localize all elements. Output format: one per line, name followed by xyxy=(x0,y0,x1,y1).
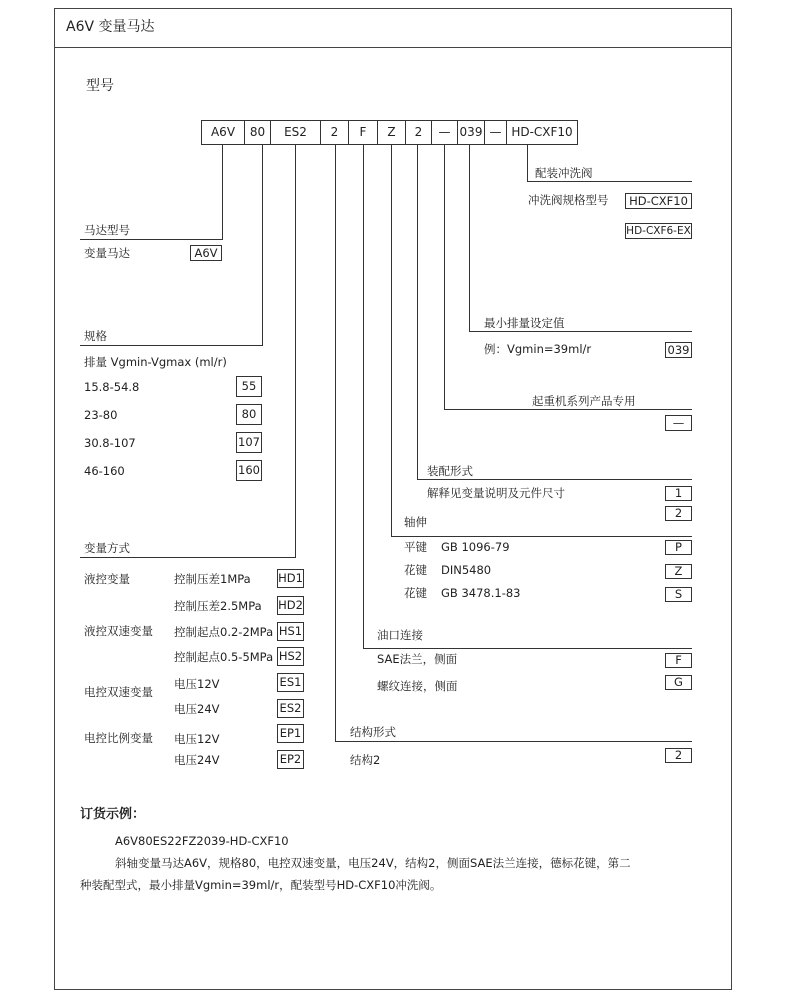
control-group-4: 电控比例变量 xyxy=(84,731,153,745)
control-code-2: HD2 xyxy=(277,596,304,615)
order-line-1: 斜轴变量马达A6V，规格80，电控双速变量，电压24V，结构2，侧面SAE法兰连接，德标花键，第二 xyxy=(115,856,631,870)
size-title: 规格 xyxy=(84,329,107,343)
leader-structure xyxy=(335,145,336,741)
assembly-code-2: 2 xyxy=(665,506,692,521)
shaft-code-1: P xyxy=(665,540,692,555)
control-desc-3: 控制起点0.2-2MPa xyxy=(174,625,274,639)
port-desc-1: SAE法兰，侧面 xyxy=(377,652,458,666)
flush-code-2: HD-CXF6-EX xyxy=(626,225,691,237)
code-box-min-disp: 039 xyxy=(457,120,485,145)
control-desc-5: 电压12V xyxy=(174,677,220,691)
control-desc-7: 电压12V xyxy=(174,732,220,746)
leader-min-disp xyxy=(469,145,470,331)
motor-type-title: 马达型号 xyxy=(84,223,130,237)
flush-title: 配装冲洗阀 xyxy=(535,166,593,180)
control-code-5: ES1 xyxy=(277,673,304,692)
leader-type xyxy=(222,145,223,239)
min-disp-title: 最小排量设定值 xyxy=(484,316,565,330)
control-code-6: ES2 xyxy=(277,699,304,718)
leader-crane xyxy=(444,145,445,409)
order-title: 订货示例： xyxy=(80,807,146,822)
size-range-3: 30.8-107 xyxy=(84,436,136,450)
control-code-7: EP1 xyxy=(277,724,304,743)
assembly-title: 装配形式 xyxy=(427,464,473,478)
code-box-dash: — xyxy=(484,120,507,145)
order-line-2: 种装配型式，最小排量Vgmin=39ml/r，配装型号HD-CXF10冲洗阀。 xyxy=(80,878,442,892)
shaft-name-1: 平键 xyxy=(404,540,427,554)
shaft-std-1: GB 1096-79 xyxy=(441,540,510,554)
control-group-2: 液控双速变量 xyxy=(84,624,153,638)
control-group-1: 液控变量 xyxy=(84,572,130,586)
leader-control xyxy=(295,145,296,557)
code-box-control: ES2 xyxy=(270,120,321,145)
size-code-3: 107 xyxy=(236,432,262,453)
shaft-name-3: 花键 xyxy=(404,586,427,600)
control-code-3: HS1 xyxy=(277,622,304,641)
leader-size xyxy=(262,145,263,345)
shaft-std-2: DIN5480 xyxy=(441,563,492,577)
flush-label: 冲洗阀规格型号 xyxy=(528,193,609,207)
leader-shaft xyxy=(391,145,392,536)
structure-title: 结构形式 xyxy=(350,725,396,739)
port-code-1: F xyxy=(665,653,692,668)
control-desc-1: 控制压差1MPa xyxy=(174,572,251,586)
page-title: A6V 变量马达 xyxy=(66,19,155,35)
size-range-1: 15.8-54.8 xyxy=(84,380,140,394)
port-desc-2: 螺纹连接，侧面 xyxy=(377,679,458,693)
motor-type-label: 变量马达 xyxy=(84,246,130,260)
assembly-code-1: 1 xyxy=(665,486,692,501)
shaft-name-2: 花键 xyxy=(404,563,427,577)
control-desc-8: 电压24V xyxy=(174,753,220,767)
min-disp-code: 039 xyxy=(665,342,692,358)
order-code: A6V80ES22FZ2039-HD-CXF10 xyxy=(115,834,289,848)
structure-code: 2 xyxy=(665,748,692,763)
size-subtitle: 排量 Vgmin-Vgmax (ml/r) xyxy=(84,355,227,369)
crane-code: — xyxy=(665,415,692,431)
code-box-shaft: Z xyxy=(377,120,406,145)
structure-desc: 结构2 xyxy=(350,753,381,767)
leader-assembly xyxy=(417,145,418,479)
control-title: 变量方式 xyxy=(84,541,130,555)
motor-type-code: A6V xyxy=(190,245,222,261)
code-box-flush: HD-CXF10 xyxy=(506,120,578,145)
size-code-4: 160 xyxy=(236,460,262,481)
model-heading: 型号 xyxy=(86,78,114,94)
control-code-4: HS2 xyxy=(277,647,304,666)
control-desc-4: 控制起点0.5-5MPa xyxy=(174,650,274,664)
size-code-1: 55 xyxy=(236,376,262,397)
code-box-type: A6V xyxy=(201,120,245,145)
port-title: 油口连接 xyxy=(377,628,423,642)
leader-port xyxy=(363,145,364,648)
control-code-8: EP2 xyxy=(277,750,304,769)
shaft-std-3: GB 3478.1-83 xyxy=(441,586,521,600)
size-code-2: 80 xyxy=(236,404,262,425)
min-disp-example: 例：Vgmin=39ml/r xyxy=(484,342,592,356)
size-range-4: 46-160 xyxy=(84,464,125,478)
code-box-assembly: 2 xyxy=(405,120,432,145)
code-box-size: 80 xyxy=(244,120,271,145)
control-group-3: 电控双速变量 xyxy=(84,685,153,699)
size-range-2: 23-80 xyxy=(84,408,118,422)
crane-title: 起重机系列产品专用 xyxy=(532,394,636,408)
shaft-code-2: Z xyxy=(665,564,692,579)
control-desc-6: 电压24V xyxy=(174,702,220,716)
code-box-structure: 2 xyxy=(320,120,349,145)
assembly-desc: 解释见变量说明及元件尺寸 xyxy=(427,486,565,500)
shaft-title: 轴伸 xyxy=(404,515,427,529)
code-box-crane: — xyxy=(431,120,458,145)
shaft-code-3: S xyxy=(665,587,692,602)
code-box-port: F xyxy=(348,120,378,145)
leader-flush xyxy=(527,145,528,181)
header-bar xyxy=(54,8,732,48)
flush-code-1: HD-CXF10 xyxy=(625,193,692,209)
control-desc-2: 控制压差2.5MPa xyxy=(174,599,262,613)
port-code-2: G xyxy=(665,675,692,690)
control-code-1: HD1 xyxy=(277,569,304,588)
